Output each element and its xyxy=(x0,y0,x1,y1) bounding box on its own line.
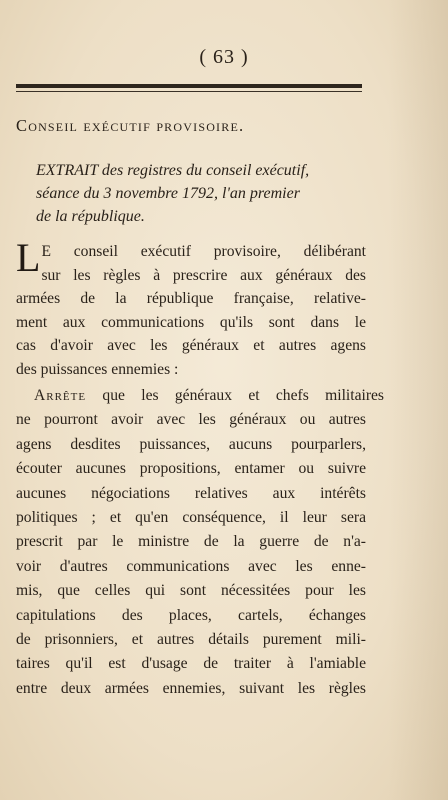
header-rule-thick xyxy=(16,84,362,88)
text-line: taires qu'il est d'usage de traiter à l'amiable xyxy=(16,655,366,673)
extract-line: séance du 3 novembre 1792, l'an premier xyxy=(36,185,300,202)
extract-line: de la république. xyxy=(36,208,145,225)
header-rule xyxy=(16,84,362,92)
text-line xyxy=(16,384,384,408)
text-line: cas d'avoir avec les généraux et autres agens xyxy=(16,337,366,355)
drop-cap: L xyxy=(16,235,41,280)
text-line: agens desdites puissances, aucuns pourparlers, xyxy=(16,435,366,453)
text-fragment: que les généraux et chefs militaires xyxy=(86,387,384,404)
extract-subtitle xyxy=(36,159,372,228)
text-line: politiques ; et qu'en conséquence, il leur sera xyxy=(16,509,366,527)
text-line: prescrit par le ministre de la guerre de n'a- xyxy=(16,533,366,551)
page-number: ( 63 ) xyxy=(199,46,249,68)
extract-line: EXTRAIT des registres du conseil exécutif, xyxy=(36,162,310,179)
text-line: armées de la république française, relative- xyxy=(16,290,366,308)
paragraph-1 xyxy=(16,235,366,382)
text-line: de prisonniers, et autres détails purement mili- xyxy=(16,631,366,649)
text-line: mis, que celles qui sont nécessitées pour les xyxy=(16,582,366,600)
section-heading: Conseil exécutif provisoire. xyxy=(16,116,245,135)
text-line: ne pourront avoir avec les généraux ou autres xyxy=(16,411,366,429)
lead-word: Arrête xyxy=(34,387,87,404)
text-line: entre deux armées ennemies, suivant les règles xyxy=(16,679,366,697)
text-line: capitulations des places, cartels, échanges xyxy=(16,606,366,624)
text-line: aucunes négociations relatives aux intérêts xyxy=(16,484,366,502)
text-line: écouter aucunes propositions, entamer ou suivre xyxy=(16,460,366,478)
header-rule-thin xyxy=(16,91,362,92)
text-line: sur les règles à prescrire aux généraux des xyxy=(41,266,366,284)
text-line: voir d'autres communications avec les enne- xyxy=(16,557,366,575)
text-line: des puissances ennemies : xyxy=(16,360,179,378)
page-edge-shadow xyxy=(388,0,448,800)
text-line: E conseil exécutif provisoire, délibérant xyxy=(41,243,366,260)
text-line: ment aux communications qu'ils sont dans le xyxy=(16,313,366,331)
paragraph-2 xyxy=(16,384,384,701)
